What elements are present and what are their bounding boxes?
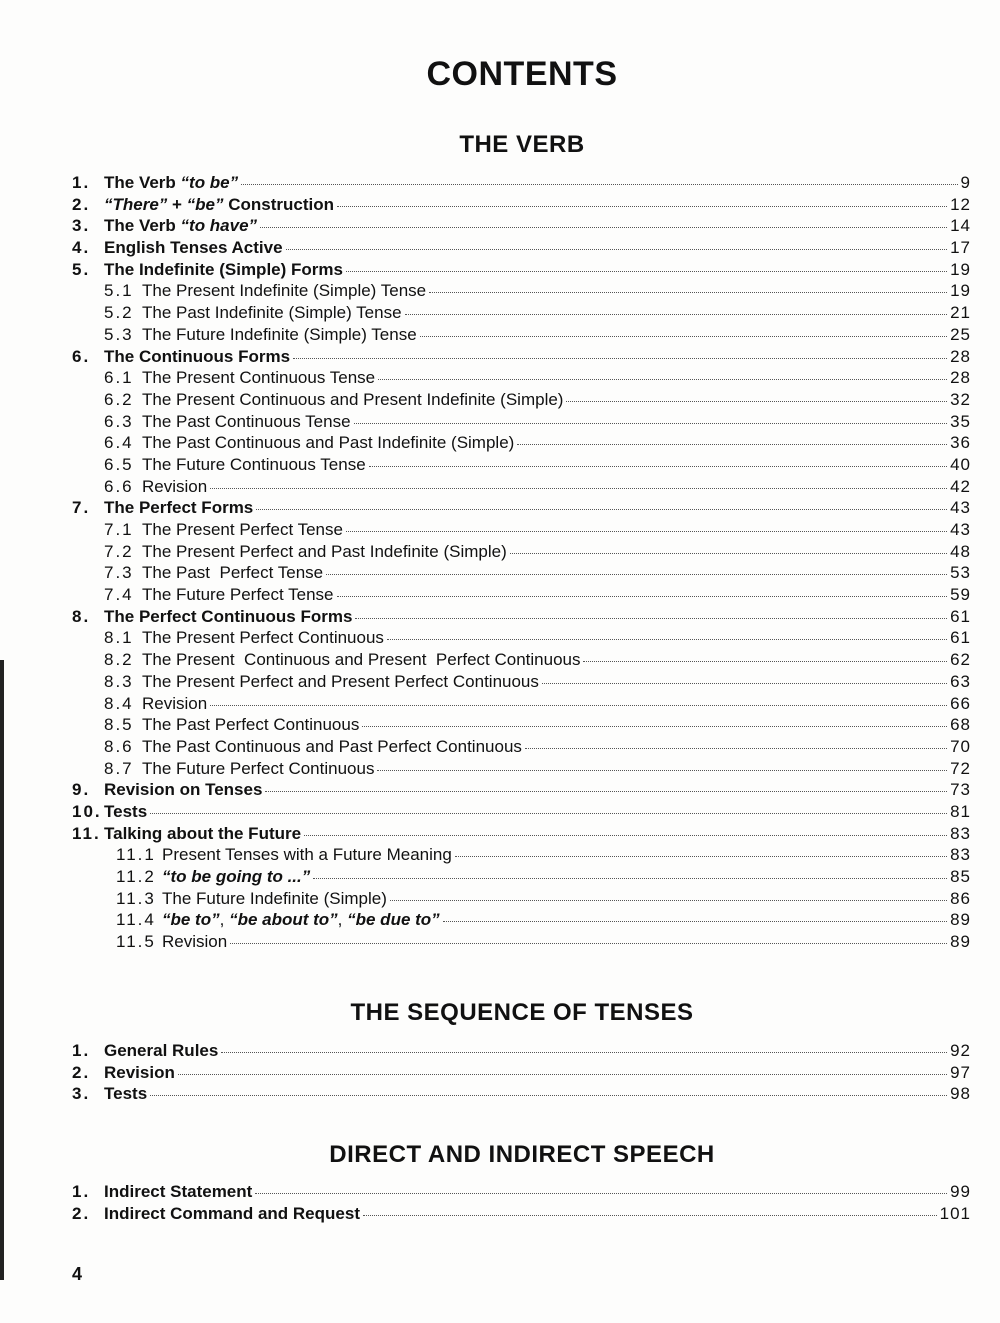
toc-entry-page: 19	[950, 259, 971, 279]
toc-entry	[0, 649, 971, 671]
toc-entry-title	[142, 736, 522, 758]
toc-entry-page: 66	[950, 693, 971, 713]
toc-entry-title-part: Revision on Tenses	[104, 780, 263, 800]
toc-entry-page: 81	[950, 801, 971, 821]
toc-entry-title-part: The Perfect Forms	[104, 498, 254, 518]
toc-entry-title-part: The Past Continuous Tense	[142, 411, 351, 431]
toc-entry-page: 86	[950, 888, 971, 908]
dot-leader	[525, 748, 947, 749]
toc-entry-number: 10.	[72, 801, 102, 821]
toc-entry	[0, 194, 971, 216]
toc-entry-number: 6.6	[104, 476, 134, 496]
toc-entry-title-part: The Past Perfect Tense	[142, 563, 324, 583]
toc-entry-number: 7.1	[104, 520, 134, 539]
toc-entry	[0, 1040, 971, 1062]
toc-entry-page: 36	[950, 433, 971, 453]
section-title-sequence-of-tenses: THE SEQUENCE OF TENSES	[350, 999, 694, 1026]
toc-entry	[0, 1062, 971, 1084]
dot-leader	[210, 488, 947, 489]
toc-entry-title	[104, 194, 334, 216]
toc-entry-title-part: The Present Perfect Continuous	[142, 628, 384, 648]
toc-entry	[0, 280, 971, 302]
toc-entry-page: 17	[950, 238, 971, 258]
toc-entry-title-part: Indirect Command and Request	[104, 1203, 360, 1223]
toc-entry-page: 101	[939, 1203, 971, 1223]
toc-entry-title	[104, 259, 343, 281]
dot-leader	[255, 1193, 947, 1194]
toc-entry	[0, 1203, 971, 1225]
toc-entry-title-part: Tests	[104, 1084, 148, 1104]
toc-entry-title	[142, 432, 514, 454]
toc-entry-title	[162, 844, 452, 866]
toc-entry-title-part: The Future Indefinite (Simple)	[162, 888, 387, 908]
toc-entry-page: 48	[950, 541, 971, 561]
toc-entry-title	[104, 801, 147, 823]
toc-entry-title	[142, 671, 539, 693]
toc-entry-title	[104, 1203, 360, 1225]
dot-leader	[510, 553, 947, 554]
toc-entry	[0, 215, 971, 237]
toc-entry-title	[104, 1083, 147, 1105]
toc-entry-title-part: The Continuous Forms	[104, 346, 291, 366]
toc-entry-title	[104, 346, 290, 368]
toc-entry-title	[162, 866, 310, 888]
toc-entry-page: 83	[950, 823, 971, 843]
toc-entry-page: 59	[950, 585, 971, 605]
toc-entry-title	[142, 519, 343, 541]
toc-entry-number: 1.	[72, 173, 91, 192]
toc-entry-title	[104, 823, 301, 845]
toc-entry	[0, 259, 971, 281]
toc-entry-number: 8.4	[104, 693, 134, 713]
toc-entry-title	[162, 888, 387, 910]
dot-leader	[346, 271, 947, 272]
dot-leader	[455, 856, 947, 857]
toc-entry-title-part: The Past Continuous and Past Indefinite (Simple)	[142, 433, 515, 453]
toc-entry-page: 92	[950, 1041, 971, 1060]
toc-entry-page: 40	[950, 454, 971, 474]
toc-entry-title-part: The Future Perfect Tense	[142, 585, 334, 605]
dot-leader	[517, 444, 947, 445]
toc-entry-page: 99	[950, 1182, 971, 1201]
toc-entry-page: 32	[950, 389, 971, 409]
toc-entry-number: 11.4	[116, 910, 156, 930]
toc-entry-title	[142, 324, 417, 346]
dot-leader	[390, 900, 947, 901]
toc-entry	[0, 346, 971, 368]
dot-leader	[355, 618, 947, 619]
toc-entry-page: 85	[950, 867, 971, 886]
toc-entry-page: 43	[950, 498, 971, 518]
dot-leader	[260, 227, 947, 228]
dot-leader	[286, 249, 948, 250]
toc-entry-number: 5.	[72, 259, 91, 279]
toc-entry-page: 89	[950, 932, 971, 952]
toc-entry-title-part: The Verb	[104, 216, 181, 236]
dot-leader	[363, 1215, 937, 1216]
toc-entry	[0, 584, 971, 606]
toc-entry	[0, 1181, 971, 1203]
dot-leader	[221, 1052, 947, 1053]
toc-entry-title	[104, 237, 283, 259]
toc-entry-title	[142, 714, 359, 736]
toc-entry-title-part: +	[167, 194, 187, 214]
toc-entry-title-part: The Past Perfect Continuous	[142, 715, 360, 735]
dot-leader	[378, 379, 947, 380]
section-title-direct-indirect-speech: DIRECT AND INDIRECT SPEECH	[329, 1141, 715, 1168]
dot-leader	[265, 791, 947, 792]
toc-entry-number: 8.6	[104, 736, 134, 756]
toc-entry-page: 21	[950, 303, 971, 323]
toc-entry-title	[104, 1062, 175, 1084]
toc-entry-title-part: Talking about the Future	[104, 823, 302, 843]
toc-entry-page: 53	[950, 563, 971, 583]
toc-entry-page: 9	[960, 173, 971, 192]
dot-leader	[542, 683, 947, 684]
toc-entry	[0, 844, 971, 866]
toc-entry-page: 43	[950, 520, 971, 539]
toc-entry-number: 8.2	[104, 650, 134, 670]
toc-entry-number: 7.	[72, 498, 91, 518]
toc-entry	[0, 758, 971, 780]
toc-entry-page: 35	[950, 411, 971, 431]
dot-leader	[178, 1074, 947, 1075]
toc-entry-number: 5.2	[104, 303, 134, 323]
page-number: 4	[72, 1264, 83, 1284]
toc-entry	[0, 237, 971, 259]
toc-entry-page: 89	[950, 910, 971, 930]
dot-leader	[256, 509, 947, 510]
toc-entry-title-part: The Present Indefinite (Simple) Tense	[142, 281, 427, 301]
toc-entry-title	[142, 280, 426, 302]
toc-entry-number: 11.1	[116, 845, 156, 865]
dot-leader	[210, 705, 947, 706]
toc-entry-title-part: General Rules	[104, 1041, 219, 1060]
toc-entry-number: 6.2	[104, 389, 134, 409]
toc-entry-title-part: “be”	[186, 194, 224, 214]
toc-entry-title-part: The Indefinite (Simple) Forms	[104, 259, 343, 279]
toc-list-sequence-of-tenses	[0, 1040, 1000, 1105]
toc-entry	[0, 367, 971, 389]
toc-entry-title-part: The Present Perfect Tense	[142, 520, 343, 539]
toc-entry-title-part: The Past Indefinite (Simple) Tense	[142, 303, 402, 323]
toc-entry-page: 98	[950, 1084, 971, 1104]
toc-entry	[0, 476, 971, 498]
toc-entry-number: 8.5	[104, 715, 134, 735]
dot-leader	[429, 292, 947, 293]
toc-entry-title	[142, 389, 563, 411]
toc-entry-page: 14	[950, 216, 971, 236]
toc-entry-number: 11.2	[116, 867, 156, 886]
dot-leader	[369, 466, 947, 467]
toc-entry-title-part: Indirect Statement	[104, 1182, 253, 1201]
dot-leader	[150, 813, 947, 814]
toc-entry-title	[142, 562, 323, 584]
toc-entry-title	[162, 931, 227, 953]
toc-entry-title	[142, 367, 375, 389]
dot-leader	[337, 596, 948, 597]
toc-list-the-verb	[0, 172, 1000, 953]
toc-entry-title	[142, 411, 351, 433]
toc-entry-number: 6.1	[104, 368, 134, 388]
toc-entry-title	[142, 302, 402, 324]
toc-entry-page: 70	[950, 736, 971, 756]
toc-entry-title-part: Construction	[223, 194, 335, 214]
toc-entry-title-part: The Perfect Continuous Forms	[104, 606, 353, 626]
toc-entry-page: 28	[950, 368, 971, 388]
dot-leader	[566, 401, 947, 402]
toc-entry-page: 97	[950, 1062, 971, 1082]
toc-entry	[0, 931, 971, 953]
toc-entry	[0, 1083, 971, 1105]
toc-entry-title-part: The Present Continuous and Present Indefinite (Simple)	[142, 389, 564, 409]
toc-entry-page: 83	[950, 845, 971, 865]
toc-entry-title	[104, 779, 262, 801]
toc-entry-page: 42	[950, 476, 971, 496]
toc-entry-title-part: The Present Continuous Tense	[142, 368, 376, 388]
toc-entry-title	[104, 215, 257, 237]
dot-leader	[387, 639, 947, 640]
toc-entry-title-part: Revision	[142, 476, 208, 496]
toc-entry-number: 6.5	[104, 454, 134, 474]
toc-entry-page: 72	[950, 758, 971, 778]
toc-entry-title-part: The Future Indefinite (Simple) Tense	[142, 324, 417, 344]
toc-entry-title-part: English Tenses Active	[104, 238, 283, 258]
toc-entry-number: 6.4	[104, 433, 134, 453]
toc-entry-page: 25	[950, 324, 971, 344]
toc-entry-title-part: “be due to”	[347, 910, 440, 930]
toc-entry	[0, 454, 971, 476]
toc-entry	[0, 714, 971, 736]
toc-entry-title	[142, 541, 507, 563]
toc-entry-title-part: The Future Perfect Continuous	[142, 758, 375, 778]
toc-entry-title	[142, 693, 207, 715]
toc-entry-number: 6.3	[104, 411, 134, 431]
page-title: CONTENTS	[426, 55, 618, 93]
toc-entry-page: 19	[950, 281, 971, 301]
toc-entry-number: 3.	[72, 216, 91, 236]
toc-entry-title	[104, 497, 253, 519]
toc-entry-title-part: “to be”	[180, 173, 239, 192]
toc-entry	[0, 909, 971, 931]
toc-entry-title-part: “to be going to ...”	[162, 867, 311, 886]
toc-entry-number: 11.	[72, 823, 101, 843]
toc-entry-title	[104, 1181, 252, 1203]
toc-entry-title-part: The Present Perfect and Present Perfect Continuous	[142, 671, 539, 691]
dot-leader	[326, 574, 947, 575]
toc-entry	[0, 823, 971, 845]
toc-entry-number: 7.4	[104, 585, 134, 605]
toc-list-direct-indirect-speech	[0, 1181, 1000, 1224]
dot-leader	[362, 726, 947, 727]
toc-entry	[0, 497, 971, 519]
dot-leader	[443, 921, 947, 922]
toc-entry-title	[142, 627, 384, 649]
toc-entry-title-part: The Present Perfect and Past Indefinite (Simple)	[142, 541, 507, 561]
toc-entry-title-part: “to have”	[180, 216, 258, 236]
toc-entry-page: 12	[950, 194, 971, 214]
toc-entry-title-part: The Future Continuous Tense	[142, 454, 366, 474]
toc-entry	[0, 866, 971, 888]
toc-entry-title-part: The Past Continuous and Past Perfect Continuous	[142, 736, 522, 756]
toc-entry-title	[104, 1040, 218, 1062]
toc-entry-page: 61	[950, 628, 971, 648]
toc-entry-number: 8.1	[104, 628, 134, 648]
toc-entry	[0, 389, 971, 411]
section-title-the-verb: THE VERB	[459, 131, 585, 158]
toc-entry-title	[104, 172, 238, 194]
toc-entry-title	[142, 758, 374, 780]
toc-entry-number: 5.1	[104, 281, 134, 301]
toc-entry-title-part: Present Tenses with a Future Meaning	[162, 845, 452, 865]
toc-entry-number: 2.	[72, 194, 91, 214]
toc-entry-number: 2.	[72, 1203, 91, 1223]
toc-entry-number: 4.	[72, 238, 91, 258]
toc-entry-title-part: Revision	[162, 932, 228, 952]
toc-entry	[0, 627, 971, 649]
toc-entry	[0, 541, 971, 563]
dot-leader	[230, 943, 947, 944]
toc-entry	[0, 779, 971, 801]
toc-entry	[0, 519, 971, 541]
toc-entry-title-part: Revision	[104, 1062, 175, 1082]
toc-entry-page: 63	[950, 671, 971, 691]
toc-entry-number: 5.3	[104, 324, 134, 344]
dot-leader	[377, 770, 947, 771]
dot-leader	[354, 423, 948, 424]
toc-entry-number: 11.3	[116, 888, 156, 908]
toc-entry-number: 2.	[72, 1062, 91, 1082]
toc-entry	[0, 432, 971, 454]
toc-entry-title-part: “be about to”	[229, 910, 338, 930]
toc-entry-title-part: “be to”	[162, 910, 220, 930]
toc-entry-title	[142, 649, 580, 671]
toc-entry	[0, 671, 971, 693]
toc-entry-number: 11.5	[116, 932, 156, 952]
dot-leader	[241, 184, 957, 185]
toc-entry-number: 8.3	[104, 671, 134, 691]
toc-entry	[0, 801, 971, 823]
toc-entry-title	[142, 476, 207, 498]
toc-entry-number: 8.7	[104, 758, 134, 778]
toc-entry-title-part: ,	[337, 910, 348, 930]
toc-entry	[0, 302, 971, 324]
toc-entry-title-part: Revision	[142, 693, 208, 713]
toc-entry-page: 28	[950, 346, 971, 366]
toc-entry-page: 62	[950, 650, 971, 670]
toc-entry-number: 9.	[72, 780, 91, 800]
toc-entry	[0, 888, 971, 910]
toc-entry-number: 6.	[72, 346, 91, 366]
toc-entry-title	[142, 454, 366, 476]
toc-entry-title	[142, 584, 334, 606]
toc-entry-title-part: The Present Continuous and Present Perfect Continuous	[142, 650, 581, 670]
toc-entry-title-part: Tests	[104, 801, 148, 821]
toc-entry-number: 1.	[72, 1041, 91, 1060]
toc-entry-title-part: “There”	[104, 194, 168, 214]
toc-entry-number: 8.	[72, 606, 91, 626]
dot-leader	[313, 878, 947, 879]
dot-leader	[150, 1095, 947, 1096]
toc-entry-page: 73	[950, 780, 971, 800]
dot-leader	[304, 835, 947, 836]
dot-leader	[420, 336, 947, 337]
toc-entry	[0, 172, 971, 194]
dot-leader	[293, 358, 947, 359]
toc-entry	[0, 562, 971, 584]
toc-entry-number: 1.	[72, 1182, 91, 1201]
toc-entry	[0, 606, 971, 628]
toc-entry-title	[104, 606, 352, 628]
toc-entry-number: 7.2	[104, 541, 134, 561]
dot-leader	[346, 531, 947, 532]
dot-leader	[583, 661, 947, 662]
toc-entry-title	[162, 909, 440, 931]
toc-entry	[0, 693, 971, 715]
toc-entry-title-part: ,	[219, 910, 230, 930]
toc-entry	[0, 411, 971, 433]
toc-entry-number: 3.	[72, 1084, 91, 1104]
toc-entry-number: 7.3	[104, 563, 134, 583]
toc-entry	[0, 736, 971, 758]
toc-entry	[0, 324, 971, 346]
toc-entry-title-part: The Verb	[104, 173, 181, 192]
dot-leader	[405, 314, 948, 315]
dot-leader	[337, 206, 947, 207]
toc-entry-page: 68	[950, 715, 971, 735]
toc-entry-page: 61	[950, 606, 971, 626]
